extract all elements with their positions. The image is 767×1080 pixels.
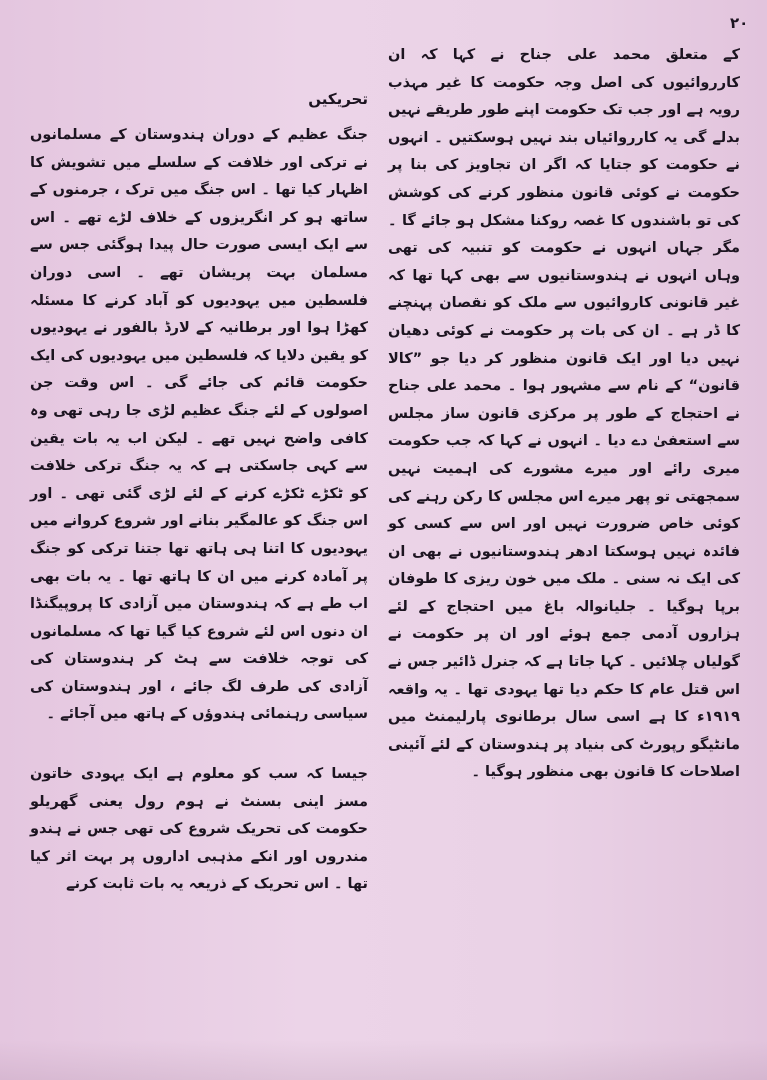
page-bottom-shadow bbox=[0, 1040, 767, 1080]
left-column bbox=[30, 122, 368, 899]
left-paragraph-1: جنگ عظیم کے دوران ہندوستان کے مسلمانوں نے ترکی اور خلافت کے سلسلے میں تشویش کا اظہار کیا تھا ۔ اس جنگ میں ترک ، جرمنوں کے ساتھ ہو کر انگریزوں کے خلاف لڑے تھے ۔ اس سے ایک ایسی صورت حال پیدا ہوگئی جس سے مسلمان بہت پریشان تھے ۔ اسی دوران فلسطین میں یہودیوں کو آباد کرنے کا مسئلہ کھڑا ہوا اور برطانیہ کے لارڈ بالفور نے یہودیوں کو یقین دلایا کہ فلسطین میں یہودیوں کی ایک حکومت قائم کی جائے گی ۔ اس وقت جن اصولوں کے لئے جنگ عظیم لڑی جا رہی تھی وہ کافی واضح نہیں تھے ۔ لیکن اب یہ بات یقین سے کہی جاسکتی ہے کہ یہ جنگ ترکی خلافت کو ٹکڑے ٹکڑے کرنے کے لئے لڑی گئی تھی ۔ اور اس جنگ کو عالمگیر بنانے اور شروع کروانے میں یہودیوں کا اتنا ہی ہاتھ تھا جتنا ترکی کو جنگ پر آمادہ کرنے میں ان کا ہاتھ تھا ۔ یہ بات بھی اب طے ہے کہ ہندوستان میں آزادی کا پروپیگنڈا ان دنوں اس لئے شروع کیا گیا تھا کہ مسلمانوں کی توجہ خلافت سے ہٹ کر ہندوستان کی آزادی کی طرف لگ جائے ، اور ہندوستان کی سیاسی رہنمائی ہندوؤں کے ہاتھ میں آجائے ۔ bbox=[30, 127, 368, 723]
right-column-text: کے متعلق محمد علی جناح نے کہا کہ ان کارروائیوں کی اصل وجہ حکومت کا غیر مہذب رویہ ہے اور جب تک حکومت اپنے طور طریقے نہیں بدلے گی یہ کارروائیاں بند نہیں ہوسکتیں ۔ انہوں نے حکومت کو جتایا کہ اگر ان تجاویز کی بنا پر حکومت نے کوئی قانون منظور کرنے کی کوشش کی تو باشندوں کا غصہ روکنا مشکل ہو جائے گا ۔ مگر جہاں انہوں نے حکومت کو تنبیہ کی تھی وہاں انہوں نے ہندوستانیوں سے بھی کہا تھا کہ غیر قانونی کاروائیوں سے ملک کو نقصان پہنچنے کا ڈر ہے ۔ ان کی بات پر حکومت نے کوئی دھیان نہیں دیا اور ایک قانون منظور کر دیا جو ”کالا قانون“ کے نام سے مشہور ہوا ۔ محمد علی جناح نے احتجاج کے طور پر مرکزی قانون ساز مجلس سے استعفیٰ دے دیا ۔ انہوں نے کہا کہ جب حکومت میری رائے اور میرے مشورے کی اہمیت نہیں سمجھتی تو پھر میرے اس مجلس کا رکن رہنے کی کوئی خاص ضرورت نہیں اور اس سے کسی کو فائدہ نہیں ہوسکتا ادھر ہندوستانیوں نے بھی ان کی ایک نہ سنی ۔ ملک میں خون ریزی کا طوفان برپا ہوگیا ۔ جلیانوالہ باغ میں احتجاج کے لئے ہزاروں آدمی جمع ہوئے اور ان پر حکومت نے گولیاں چلائیں ۔ کہا جاتا ہے کہ جنرل ڈائیر جس نے اس قتل عام کا حکم دیا تھا یہودی تھا ۔ یہ واقعہ ۱۹۱۹ء کا ہے اسی سال برطانوی پارلیمنٹ میں مانٹیگو رپورٹ کی بنیاد پر ہندوستان کے لئے آئینی اصلاحات کا قانون بھی منظور ہوگیا ۔ bbox=[388, 47, 740, 781]
page-number: ۲۰ bbox=[730, 14, 749, 32]
left-paragraph-2: جیسا کہ سب کو معلوم ہے ایک یہودی خاتون مسز اینی بسنٹ نے ہوم رول یعنی گھریلو حکومت کی تحریک شروع کی تھی جس نے ہندو مندروں اور انکے مذہبی اداروں پر بہت اثر کیا تھا ۔ اس تحریک کے ذریعہ یہ بات ثابت کرنے bbox=[30, 766, 368, 893]
section-heading: تحریکیں bbox=[308, 90, 368, 108]
right-column bbox=[388, 42, 740, 787]
